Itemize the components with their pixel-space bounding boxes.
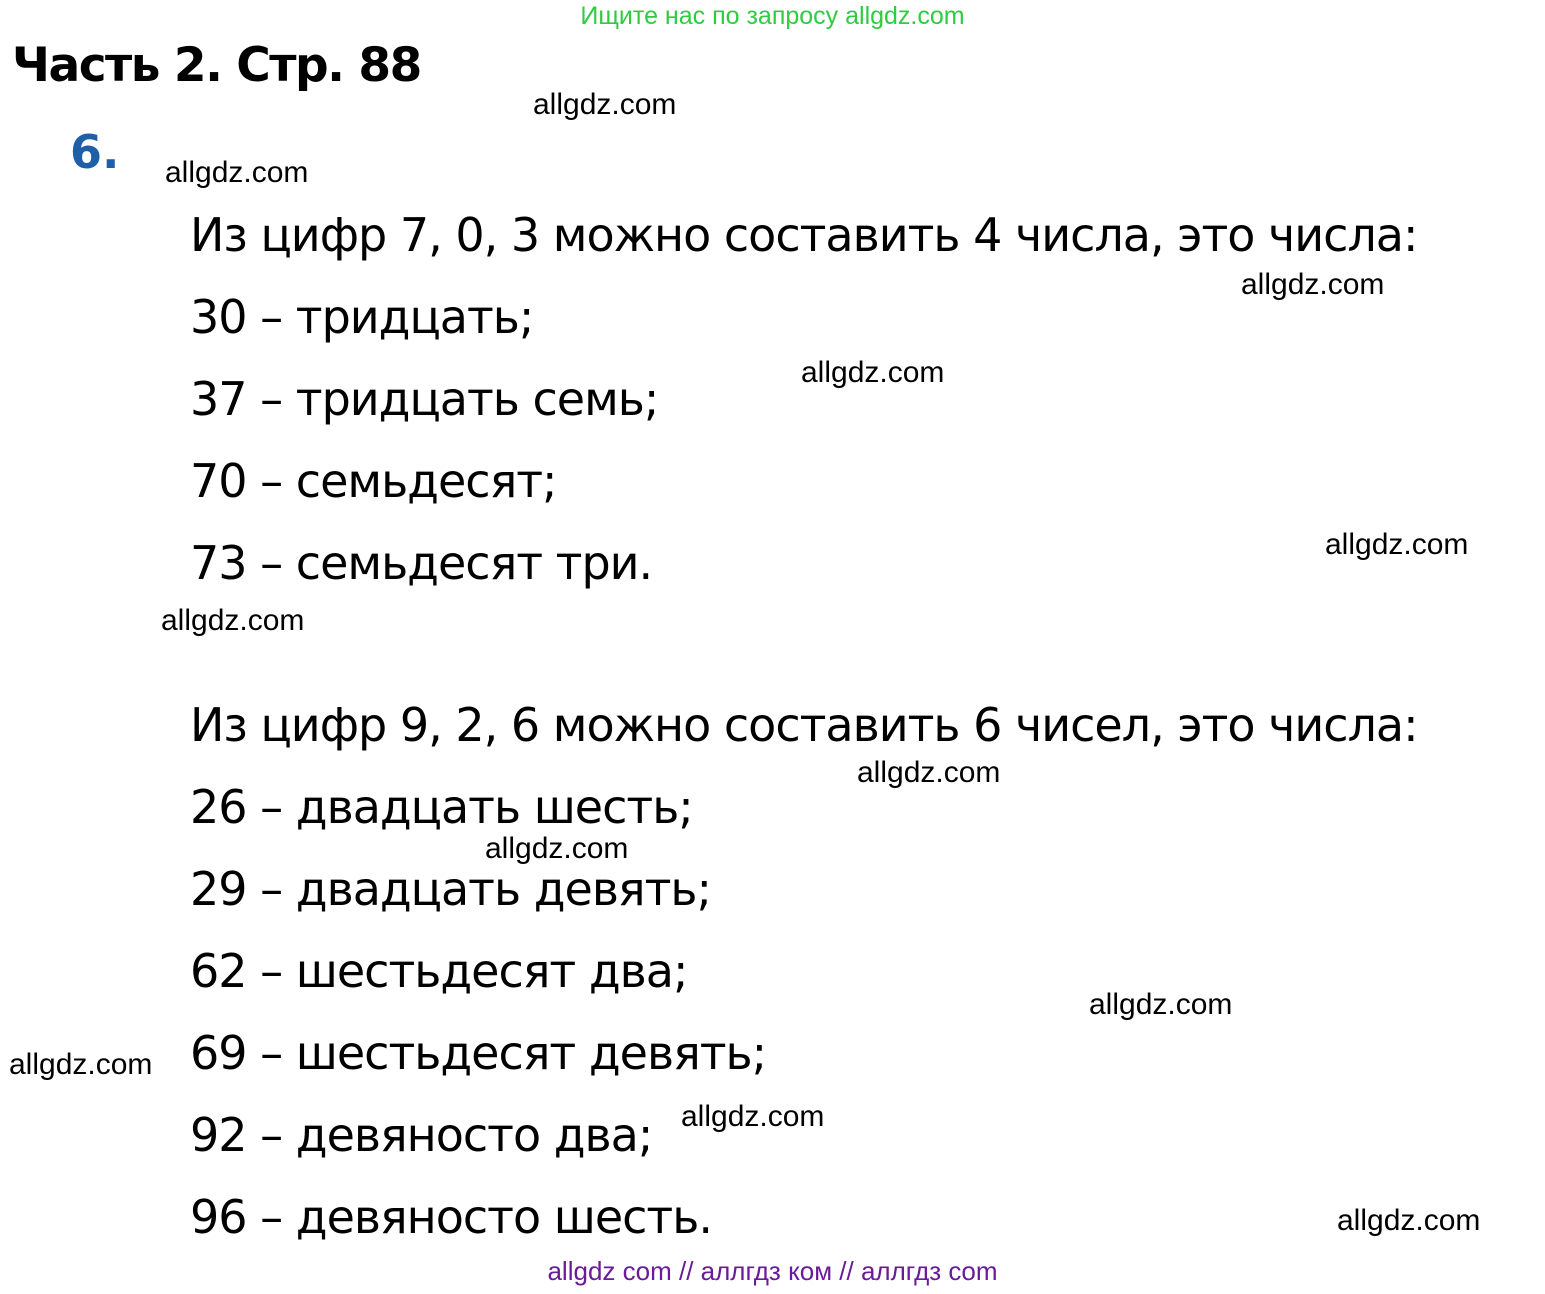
section2-intro: Из цифр 9, 2, 6 можно составить 6 чисел, это числа: <box>190 698 1418 752</box>
task-number: 6. <box>70 125 120 179</box>
section2-line: 29 – двадцать девять; <box>190 862 712 916</box>
section1-line: 37 – тридцать семь; <box>190 372 659 426</box>
watermark: allgdz.com <box>165 156 309 189</box>
watermark: allgdz.com <box>1337 1204 1481 1237</box>
section1-line: 70 – семьдесят; <box>190 454 557 508</box>
section1-line: 73 – семьдесят три. <box>190 536 653 590</box>
section2-line: 69 – шестьдесят девять; <box>190 1026 767 1080</box>
section2-line: 92 – девяносто два; <box>190 1108 653 1162</box>
watermark: allgdz.com <box>533 88 677 121</box>
watermark: allgdz.com <box>1089 988 1233 1021</box>
watermark: allgdz.com <box>1241 268 1385 301</box>
top-banner: Ищите нас по запросу allgdz.com <box>580 2 965 30</box>
section2-line: 62 – шестьдесят два; <box>190 944 688 998</box>
watermark: allgdz.com <box>9 1048 153 1081</box>
watermark: allgdz.com <box>1325 528 1469 561</box>
page-title: Часть 2. Стр. 88 <box>12 38 421 93</box>
footer-links: allgdz com // аллгдз ком // аллгдз com <box>547 1256 998 1286</box>
watermark: allgdz.com <box>801 356 945 389</box>
watermark: allgdz.com <box>161 604 305 637</box>
section1-line: 30 – тридцать; <box>190 290 534 344</box>
watermark: allgdz.com <box>857 756 1001 789</box>
watermark: allgdz.com <box>485 832 629 865</box>
watermark: allgdz.com <box>681 1100 825 1133</box>
section2-line: 26 – двадцать шесть; <box>190 780 693 834</box>
section2-line: 96 – девяносто шесть. <box>190 1190 712 1244</box>
section1-intro: Из цифр 7, 0, 3 можно составить 4 числа, это числа: <box>190 208 1418 262</box>
